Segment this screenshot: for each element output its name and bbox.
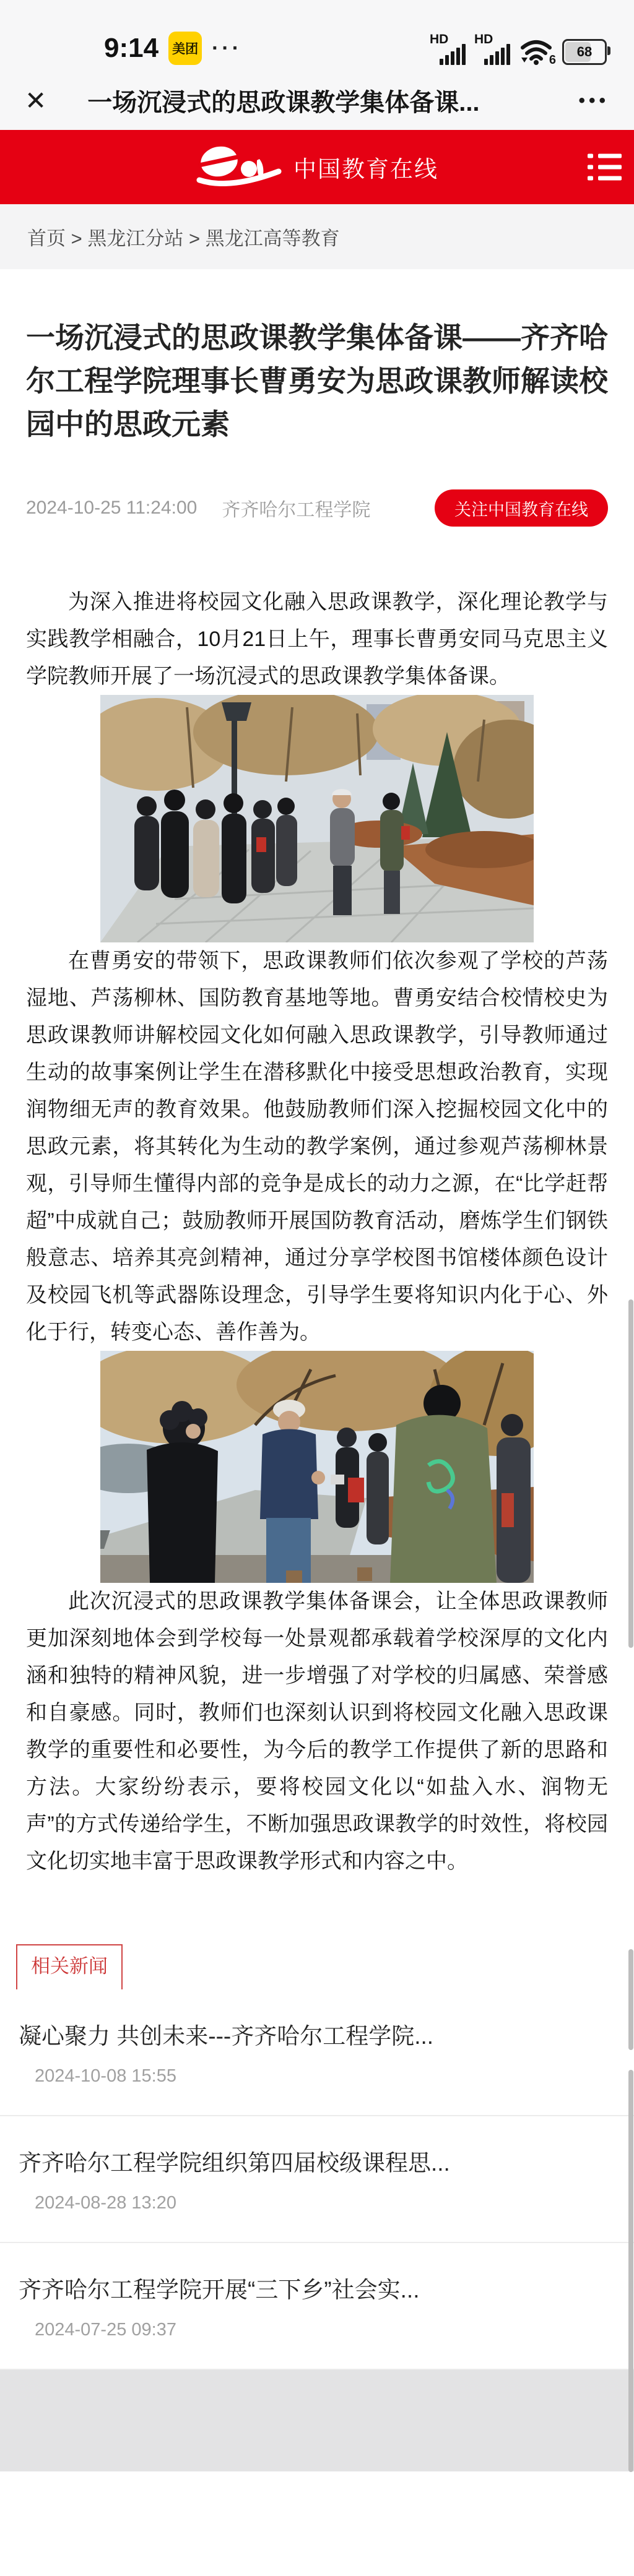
article-paragraph: 为深入推进将校园文化融入思政课教学，深化理论教学与实践教学相融合，10月21日上午，理事长曹勇安同马克思主义学院教师开展了一场沉浸式的思政课教学集体备课。 — [26, 590, 608, 688]
scrollbar-thumb[interactable] — [628, 1949, 633, 2050]
related-news-item[interactable] — [0, 2116, 634, 2243]
article-photo-1[interactable] — [100, 695, 534, 942]
clock: 9:14 — [104, 33, 159, 63]
article-meta-row — [26, 489, 608, 527]
site-header — [0, 130, 634, 204]
page-title: 一场沉浸式的思政课教学集体备课... — [87, 89, 480, 116]
related-news-date: 2024-08-28 13:20 — [35, 2193, 176, 2213]
related-news-date: 2024-07-25 09:37 — [35, 2320, 176, 2340]
related-news-section — [0, 1944, 634, 2370]
article-title: 一场沉浸式的思政课教学集体备课——齐齐哈尔工程学院理事长曹勇安为思政课教师解读校园中的思政元素 — [26, 321, 608, 441]
status-ellipsis-icon: ··· — [212, 36, 243, 60]
article-photo-2[interactable] — [100, 1351, 534, 1583]
related-news-date: 2024-10-08 15:55 — [35, 2066, 176, 2086]
hamburger-menu-icon[interactable] — [588, 147, 622, 187]
article-paragraph: 在曹勇安的带领下，思政课教师们依次参观了学校的芦荡湿地、芦荡柳林、国防教育基地等地。曹勇安结合校情校史为思政课教师讲解校园文化如何融入思政课教学，引导教师通过生动的故事案例让学生在潜移默化中接受思想政治教育，实现润物细无声的教育效果。他鼓励教师们深入挖掘校园文化中的思政元素，将其转化为生动的教学案例，通过参观芦荡柳林景观，引导师生懂得内部的竞争是成长的动力之源，在“比学赶帮超”中成就自己；鼓励教师开展国防教育活动，磨炼学生们钢铁般意志、培养其亮剑精神，通过分享学校图书馆楼体颜色设计及校园飞机等武器陈设理念，引导学生要将知识内化于心、外化于行，转变心态、善作善为。 — [26, 949, 608, 1344]
scrollbar-thumb[interactable] — [628, 1299, 633, 1648]
publish-date: 2024-10-25 11:24:00 — [26, 498, 198, 518]
webview-title-bar — [0, 71, 634, 130]
battery-percent: 68 — [576, 44, 593, 59]
related-news-header: 相关新闻 — [16, 1944, 123, 1989]
battery-icon — [562, 39, 607, 65]
breadcrumb[interactable]: 首页 > 黑龙江分站 > 黑龙江高等教育 — [27, 228, 340, 249]
article-paragraph: 此次沉浸式的思政课教学集体备课会，让全体思政课教师更加深刻地体会到学校每一处景观都承载着学校深厚的文化内涵和独特的精神风貌，进一步增强了对学校的归属感、荣誉感和自豪感。同时，教师们也深刻认识到将校园文化融入思政课教学的重要性和必要性，为今后的教学工作提供了新的思路和方法。大家纷纷表示，要将校园文化以“如盐入水、润物无声”的方式传递给学生，不断加强思政课教学的时效性，将校园文化切实地丰富于思政课教学形式和内容之中。 — [26, 1590, 608, 1873]
article-body — [0, 269, 634, 1944]
cellular-signal-icon-1: HD — [430, 33, 466, 65]
eol-logo-icon — [196, 145, 282, 189]
related-news-item[interactable] — [0, 2243, 634, 2370]
meituan-app-badge: 美团 — [168, 32, 202, 65]
site-brand-name: 中国教育在线 — [293, 157, 438, 182]
page-footer — [0, 2370, 634, 2471]
more-menu-icon[interactable]: ••• — [578, 90, 609, 111]
related-news-item[interactable] — [0, 1989, 634, 2116]
breadcrumb-bar — [0, 204, 634, 269]
related-news-title[interactable]: 齐齐哈尔工程学院组织第四届校级课程思... — [19, 2150, 450, 2176]
scrollbar-thumb[interactable] — [628, 2070, 633, 2472]
site-logo-link[interactable] — [196, 145, 438, 189]
wifi6-label: 6 — [549, 53, 556, 67]
related-news-title[interactable]: 齐齐哈尔工程学院开展“三下乡”社会实... — [19, 2277, 420, 2302]
close-icon[interactable]: ✕ — [25, 85, 47, 115]
wifi-icon — [519, 37, 554, 65]
related-news-title[interactable]: 凝心聚力 共创未来---齐齐哈尔工程学院... — [19, 2023, 434, 2049]
article-source[interactable]: 齐齐哈尔工程学院 — [222, 500, 371, 520]
follow-button[interactable]: 关注中国教育在线 — [435, 489, 608, 527]
cellular-signal-icon-2: HD — [474, 33, 510, 65]
status-bar — [0, 0, 634, 71]
